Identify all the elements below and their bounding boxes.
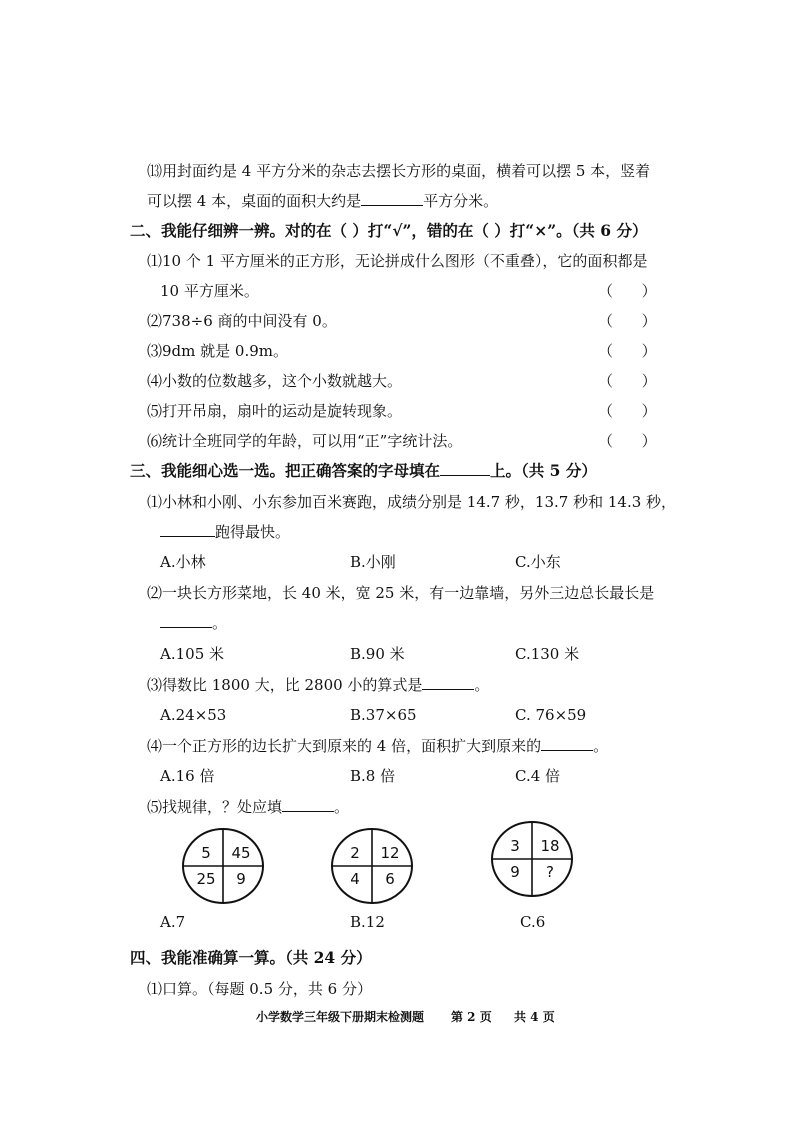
q13-line2: 可以摆 4 本，桌面的面积大约是 平方分米。 [147, 192, 499, 210]
footer-page: 第 2 页 [451, 1010, 492, 1024]
choice-q1-line2: 跑得最快。 [160, 522, 290, 542]
circle-figure [489, 820, 575, 898]
circle-figure [329, 827, 415, 905]
judge-answer-2[interactable]: （ ） [598, 312, 657, 330]
q5-option-a[interactable]: A.7 [160, 913, 186, 931]
circle1-bottom-left: 25 [196, 870, 216, 888]
q5-option-b[interactable]: B.12 [350, 913, 385, 931]
circle1-top-left: 5 [201, 844, 211, 862]
q1-option-b[interactable]: B.小刚 [350, 553, 396, 571]
footer-title: 小学数学三年级下册期末检测题 [256, 1010, 425, 1024]
circle2-bottom-left: 4 [350, 870, 360, 888]
judge-answer-6[interactable]: （ ） [598, 432, 657, 450]
q1-option-c[interactable]: C.小东 [515, 553, 561, 571]
circle3-top-left: 3 [510, 837, 520, 855]
choice-q5-line1: ⑸找规律，？处应填 。 [147, 798, 350, 816]
choice-q3-line1: ⑶得数比 1800 大，比 2800 小的算式是 。 [147, 676, 490, 694]
judge-answer-4[interactable]: （ ） [598, 372, 657, 390]
judge-item-4: ⑷小数的位数越多，这个小数就越大。 [147, 372, 403, 390]
judge-item-1: ⑴10 个 1 平方厘米的正方形，无论拼成什么图形（不重叠），它的面积都是 [147, 252, 648, 270]
circle2-top-right: 12 [380, 844, 400, 862]
answer-blank[interactable] [282, 797, 334, 812]
circle3-bottom-left: 9 [510, 863, 520, 881]
q4-option-b[interactable]: B.8 倍 [350, 767, 396, 785]
answer-blank[interactable] [160, 522, 215, 537]
circle2-bottom-right: 6 [385, 870, 395, 888]
judge-item-3: ⑶9dm 就是 0.9m。 [147, 342, 288, 360]
pattern-circle-2 [329, 827, 415, 905]
answer-blank[interactable] [422, 675, 474, 690]
judge-answer-5[interactable]: （ ） [598, 402, 657, 420]
q5-option-c[interactable]: C.6 [520, 913, 546, 931]
section2-title: 二、我能仔细辨一辨。对的在（ ）打“√”，错的在（ ）打“×”。（共 6 分） [130, 221, 648, 240]
answer-blank[interactable] [541, 736, 593, 751]
q3-option-a[interactable]: A.24×53 [160, 706, 227, 724]
q2-option-b[interactable]: B.90 米 [350, 645, 405, 663]
q1-option-a[interactable]: A.小林 [160, 553, 206, 571]
circle-figure [180, 827, 266, 905]
footer-total: 共 4 页 [514, 1010, 555, 1024]
circle3-top-right: 18 [540, 837, 560, 855]
choice-q2-line1: ⑵一块长方形菜地，长 40 米，宽 25 米，有一边靠墙，另外三边总长最长是 [147, 584, 655, 602]
circle2-top-left: 2 [350, 844, 360, 862]
section4-title: 四、我能准确算一算。（共 24 分） [130, 948, 372, 967]
pattern-circle-3 [489, 820, 575, 898]
circle3-bottom-right: ? [546, 863, 554, 881]
q2-option-c[interactable]: C.130 米 [515, 645, 580, 663]
judge-answer-3[interactable]: （ ） [598, 342, 657, 360]
section3-title: 三、我能细心选一选。把正确答案的字母填在 上。（共 5 分） [130, 461, 597, 480]
judge-item-2: ⑵738÷6 商的中间没有 0。 [147, 312, 337, 330]
judge-item-1-cont: 10 平方厘米。 [160, 282, 259, 300]
answer-blank[interactable] [160, 613, 212, 628]
section4-sub1: ⑴口算。（每题 0.5 分，共 6 分） [147, 980, 372, 998]
q3-option-c[interactable]: C. 76×59 [515, 706, 587, 724]
circle1-bottom-right: 9 [236, 870, 246, 888]
judge-answer-1[interactable]: （ ） [598, 282, 657, 300]
answer-blank[interactable] [361, 191, 423, 206]
choice-q1-line1: ⑴小林和小刚、小东参加百米赛跑，成绩分别是 14.7 秒，13.7 秒和 14.3 秒， [147, 493, 677, 511]
judge-item-6: ⑹统计全班同学的年龄，可以用“正”字统计法。 [147, 432, 463, 450]
circle1-top-right: 45 [231, 844, 251, 862]
q4-option-c[interactable]: C.4 倍 [515, 767, 561, 785]
q13-line1: ⒀用封面约是 4 平方分米的杂志去摆长方形的桌面，横着可以摆 5 本，竖着 [147, 162, 651, 180]
choice-q2-line2: 。 [160, 613, 227, 633]
q3-option-b[interactable]: B.37×65 [350, 706, 417, 724]
title-blank [440, 461, 490, 476]
q4-option-a[interactable]: A.16 倍 [160, 767, 215, 785]
pattern-circle-1 [180, 827, 266, 905]
choice-q4-line1: ⑷一个正方形的边长扩大到原来的 4 倍，面积扩大到原来的 。 [147, 737, 609, 755]
q2-option-a[interactable]: A.105 米 [160, 645, 224, 663]
judge-item-5: ⑸打开吊扇，扇叶的运动是旋转现象。 [147, 402, 403, 420]
